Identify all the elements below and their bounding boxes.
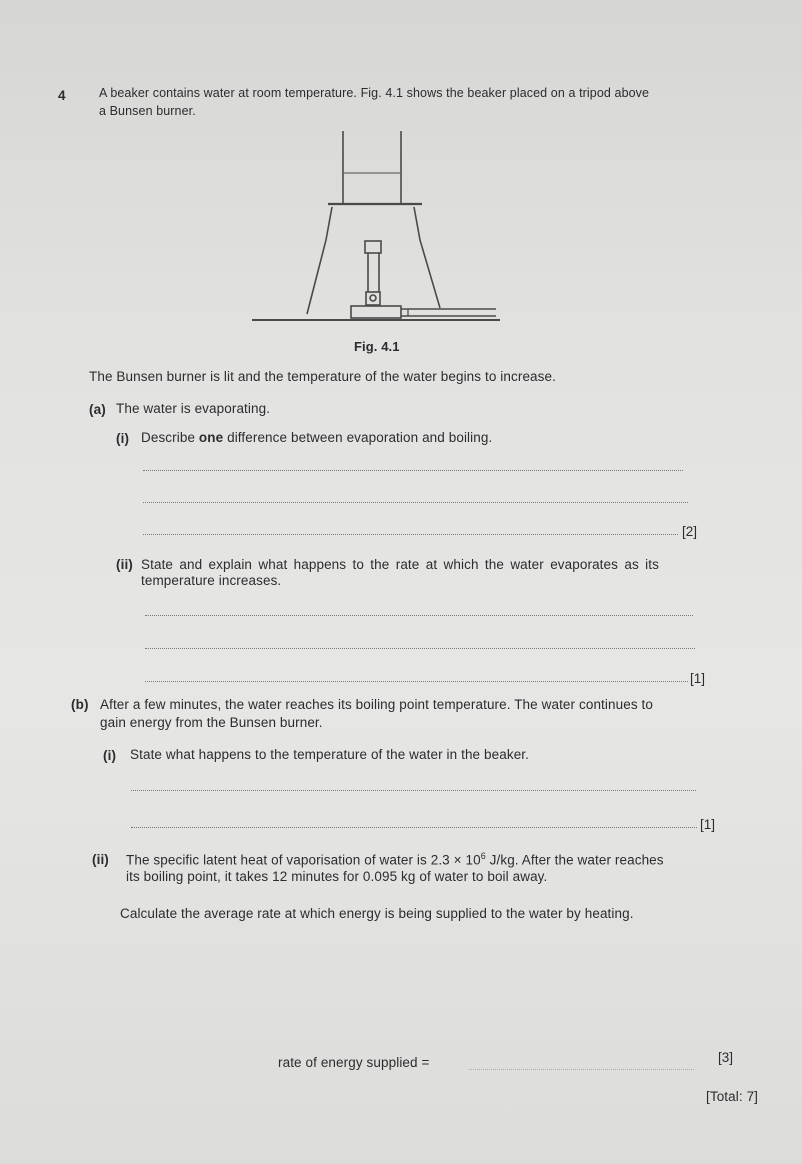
part-a-ii-text-line1: State and explain what happens to the rate at which the water evaporates as its — [141, 557, 659, 572]
part-a-i-text-post: difference between evaporation and boiling. — [223, 430, 493, 445]
part-b-ii-label: (ii) — [92, 852, 109, 867]
part-a-stem: The water is evaporating. — [116, 401, 271, 416]
part-b-ii-text-line2: its boiling point, it takes 12 minutes for 0.095 kg of water to boil away. — [126, 869, 548, 884]
answer-line[interactable] — [143, 502, 688, 503]
part-a-label: (a) — [89, 402, 106, 417]
part-b-ii-text-post: J/kg. After the water reaches — [485, 852, 664, 868]
answer-label: rate of energy supplied = — [278, 1055, 430, 1070]
apparatus-diagram — [0, 0, 802, 340]
part-a-i-question — [141, 430, 492, 445]
part-b-stem-line1: After a few minutes, the water reaches its boiling point temperature. The water continues to — [100, 697, 653, 712]
tripod-left-leg — [307, 207, 332, 314]
part-b-i-label: (i) — [103, 748, 117, 763]
part-a-i-text-pre: Describe — [141, 430, 199, 445]
part-b-i-text: State what happens to the temperature of the water in the beaker. — [130, 747, 530, 762]
part-b-ii-calc: Calculate the average rate at which energy is being supplied to the water by heating. — [120, 906, 634, 921]
part-a-i-marks: [2] — [682, 524, 698, 539]
part-a-ii-text-line2: temperature increases. — [141, 573, 282, 588]
part-b-stem-line2: gain energy from the Bunsen burner. — [100, 715, 323, 730]
part-b-i-marks: [1] — [700, 817, 716, 832]
total-marks: [Total: 7] — [706, 1089, 759, 1104]
part-b-ii-text-pre: The specific latent heat of vaporisation of water is 2.3 × 10 — [126, 852, 481, 868]
answer-line[interactable] — [143, 534, 678, 535]
part-b-label: (b) — [71, 697, 89, 712]
part-a-i-label: (i) — [116, 431, 130, 446]
burner-base — [351, 306, 401, 318]
air-hole-icon — [370, 295, 376, 301]
answer-line[interactable] — [143, 470, 683, 471]
part-a-ii-label: (ii) — [116, 557, 133, 572]
answer-line[interactable] — [145, 681, 688, 682]
tripod-right-leg — [414, 207, 440, 308]
part-b-ii-exponent: 6 — [480, 851, 486, 861]
question-intro-line1: A beaker contains water at room temperature. Fig. 4.1 shows the beaker placed on a tripod above — [99, 86, 650, 100]
figure-caption: Fig. 4.1 — [354, 339, 400, 354]
answer-line[interactable] — [131, 827, 697, 828]
question-number: 4 — [58, 88, 66, 103]
answer-line[interactable] — [145, 648, 695, 649]
burner-collar — [365, 241, 381, 253]
burner-air-hole — [366, 292, 380, 305]
part-b-ii-text-line1 — [126, 851, 664, 868]
answer-line[interactable] — [145, 615, 693, 616]
part-a-i-text-bold: one — [198, 430, 224, 445]
question-intro-line2: a Bunsen burner. — [99, 104, 196, 118]
part-a-ii-marks: [1] — [690, 671, 706, 686]
context-sentence: The Bunsen burner is lit and the temperature of the water begins to increase. — [89, 369, 556, 384]
answer-line[interactable] — [131, 790, 696, 791]
part-b-ii-marks: [3] — [718, 1050, 734, 1065]
answer-field[interactable] — [469, 1069, 694, 1070]
